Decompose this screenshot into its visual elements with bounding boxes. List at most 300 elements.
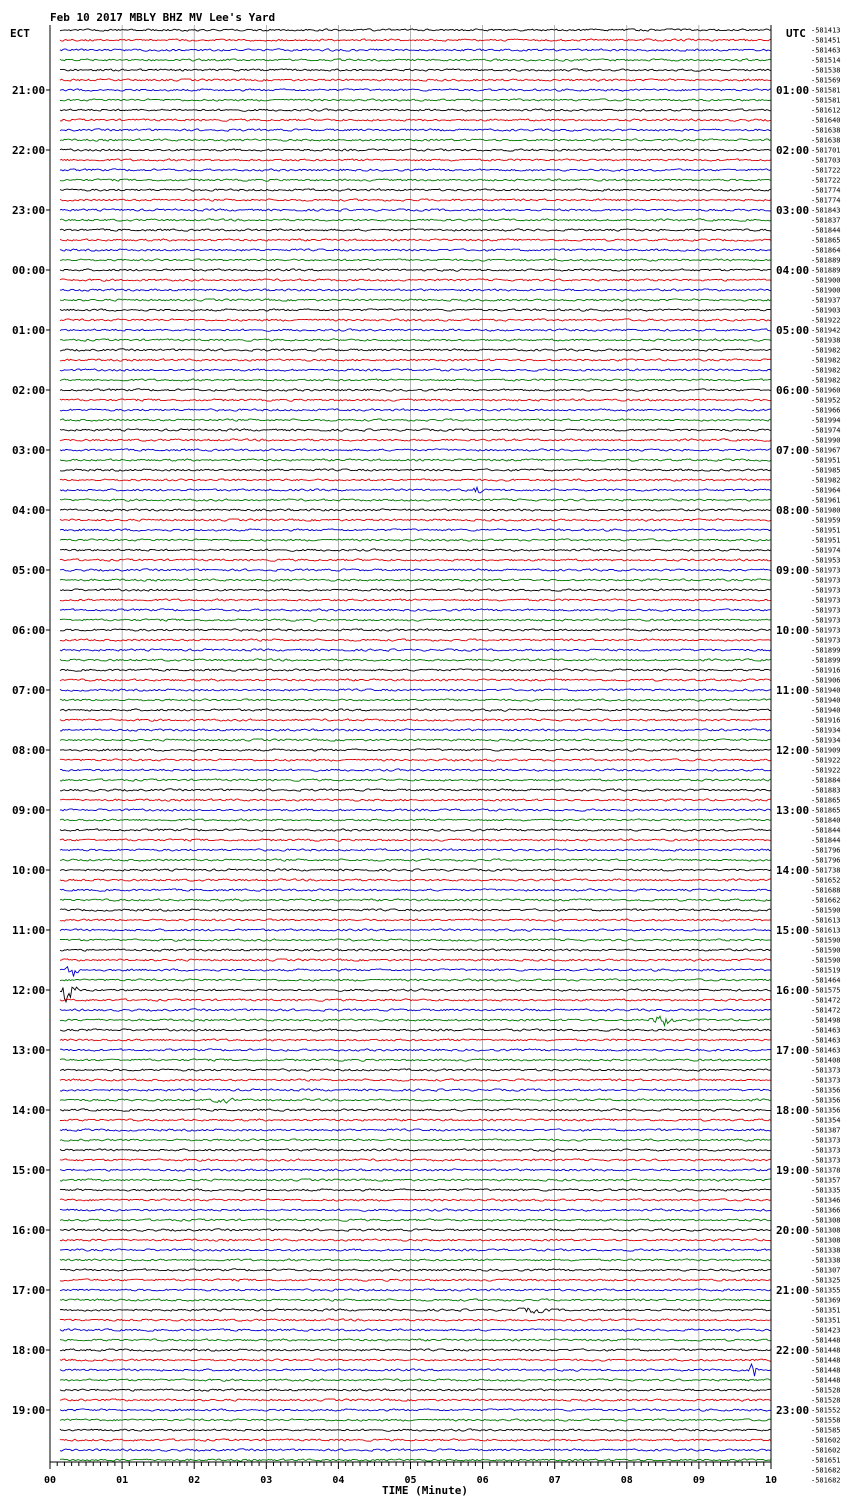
seismic-trace [60,549,771,552]
right-time-label: 20:00 [776,1224,810,1237]
trace-offset-label: -581308 [811,1226,841,1235]
seismic-trace [60,1289,771,1291]
trace-offset-label: -581325 [811,1276,841,1285]
seismic-trace [60,479,771,481]
seismic-trace [60,1089,771,1091]
trace-offset-label: -581899 [811,656,841,665]
seismic-trace [60,1359,771,1361]
seismic-trace [60,859,771,861]
trace-offset-label: -581351 [811,1306,841,1315]
seismic-trace [60,99,771,101]
trace-offset-label: -581590 [811,946,841,955]
trace-offset-label: -581959 [811,516,841,525]
seismic-trace [60,1079,771,1081]
trace-offset-label: -581602 [811,1446,841,1455]
seismic-trace [60,889,771,892]
trace-offset-label: -581960 [811,386,841,395]
trace-offset-label: -581351 [811,1316,841,1325]
trace-offset-label: -581464 [811,976,841,985]
trace-offset-label: -581796 [811,846,841,855]
seismic-trace [60,419,771,421]
trace-offset-label: -581688 [811,886,841,895]
trace-offset-label: -581774 [811,196,841,205]
seismic-traces [60,29,771,1461]
seismic-trace [60,959,771,961]
trace-offset-label: -581974 [811,426,841,435]
trace-offset-label: -581864 [811,246,841,255]
trace-offset-label: -581942 [811,326,841,335]
trace-offset-label: -581865 [811,796,841,805]
seismic-trace [60,939,771,942]
trace-offset-label: -581638 [811,136,841,145]
right-time-label: 13:00 [776,804,810,817]
trace-offset-label: -581840 [811,816,841,825]
right-time-label: 04:00 [776,264,810,277]
seismic-trace [60,949,771,951]
seismic-trace [60,729,771,731]
trace-offset-label: -581916 [811,716,841,725]
seismic-trace [60,1249,771,1251]
x-tick-label: 02 [188,1475,201,1486]
x-tick-label: 10 [764,1475,778,1486]
trace-offset-label: -581961 [811,496,841,505]
seismic-trace [60,1319,771,1321]
trace-offset-label: -581369 [811,1296,841,1305]
seismic-trace [60,869,771,871]
trace-offset-label: -581973 [811,636,841,645]
left-time-label: 07:00 [12,684,46,697]
trace-offset-label: -581638 [811,126,841,135]
trace-offset-label: -581837 [811,216,841,225]
seismic-trace [60,839,771,842]
right-time-label: 21:00 [776,1284,810,1297]
seismic-trace [60,1269,771,1271]
seismic-trace [60,149,771,151]
trace-offset-label: -581900 [811,286,841,295]
seismic-trace [60,259,771,261]
left-time-label: 00:00 [12,264,46,277]
trace-offset-label: -581581 [811,86,841,95]
trace-offset-label: -581966 [811,406,841,415]
left-time-label: 04:00 [12,504,46,517]
trace-offset-label: -581346 [811,1196,841,1205]
left-time-label: 01:00 [12,324,46,337]
trace-offset-label: -581558 [811,1416,841,1425]
seismic-trace [60,169,771,171]
seismic-trace [60,769,771,772]
seismic-trace [60,39,771,41]
trace-offset-label: -581844 [811,226,841,235]
trace-offset-label: -581338 [811,1256,841,1265]
trace-offset-label: -581448 [811,1356,841,1365]
x-tick-label: 00 [43,1475,57,1486]
seismic-trace [60,539,771,541]
trace-offset-label: -581514 [811,56,841,65]
left-time-label: 08:00 [12,744,46,757]
seismic-trace [60,739,771,741]
left-time-label: 09:00 [12,804,46,817]
seismic-trace [60,439,771,442]
seismic-trace [60,679,771,681]
seismic-trace [60,1459,771,1461]
trace-offset-label: -581774 [811,186,841,195]
trace-offset-label: -581973 [811,576,841,585]
trace-offset-label: -581602 [811,1436,841,1445]
left-time-label: 17:00 [12,1284,46,1297]
trace-offset-label: -581899 [811,646,841,655]
trace-offset-label: -581662 [811,896,841,905]
x-tick-label: 04 [332,1475,345,1486]
seismic-trace [60,967,771,977]
trace-offset-label: -581612 [811,106,841,115]
seismic-trace [60,339,771,342]
trace-offset-label: -581408 [811,1056,841,1065]
left-time-label: 12:00 [12,984,46,997]
seismic-trace [60,879,771,881]
trace-offset-label: -581973 [811,566,841,575]
trace-offset-label: -581373 [811,1146,841,1155]
trace-offset-label: -581585 [811,1426,841,1435]
right-time-label: 01:00 [776,84,810,97]
seismic-trace [60,179,771,181]
seismic-trace [60,1299,771,1301]
right-time-label: 19:00 [776,1164,810,1177]
seismic-trace [60,1239,771,1241]
seismic-trace [60,487,771,493]
trace-offset-label: -581922 [811,756,841,765]
seismic-trace [60,269,771,272]
seismic-trace [60,1129,771,1131]
seismic-trace [60,599,771,601]
seismic-trace [60,1119,771,1121]
trace-offset-label: -581538 [811,66,841,75]
trace-offset-label: -581463 [811,46,841,55]
trace-offset-label: -581652 [811,876,841,885]
trace-offset-label: -581355 [811,1286,841,1295]
x-tick-label: 06 [476,1475,489,1486]
seismic-trace [60,29,771,31]
seismic-trace [60,1199,771,1201]
trace-offset-label: -581463 [811,1046,841,1055]
trace-offset-label: -581373 [811,1076,841,1085]
trace-offset-label: -581338 [811,1246,841,1255]
trace-offset-label: -581356 [811,1096,841,1105]
left-time-label: 05:00 [12,564,46,577]
chart-title: Feb 10 2017 MBLY BHZ MV Lee's Yard [50,11,276,24]
seismic-trace [60,229,771,231]
x-tick-label: 03 [260,1475,273,1486]
right-time-label: 08:00 [776,504,810,517]
trace-offset-label: -581940 [811,696,841,705]
seismic-trace [60,349,771,352]
seismic-trace [60,469,771,471]
trace-offset-label: -581472 [811,996,841,1005]
trace-offset-label: -581682 [811,1466,841,1475]
seismic-trace [60,899,771,901]
trace-offset-label: -581951 [811,526,841,535]
right-time-label: 06:00 [776,384,810,397]
left-time-label: 21:00 [12,84,46,97]
seismic-trace [60,59,771,61]
seismic-trace [60,1389,771,1391]
seismic-trace [60,1259,771,1261]
seismic-trace [60,279,771,282]
seismic-trace [60,369,771,371]
seismic-trace [60,1439,771,1442]
trace-offset-label: -581951 [811,456,841,465]
seismic-trace [60,1349,771,1351]
trace-offset-label: -581906 [811,676,841,685]
trace-offset-label: -581498 [811,1016,841,1025]
trace-offset-label: -581994 [811,416,841,425]
seismic-trace [60,389,771,391]
trace-offset-label: -581980 [811,506,841,515]
trace-offset-label: -581640 [811,116,841,125]
trace-offset-label: -581528 [811,1396,841,1405]
seismic-trace [60,289,771,291]
seismic-trace [60,449,771,451]
seismic-trace [60,509,771,511]
seismic-trace [60,219,771,222]
trace-offset-label: -581552 [811,1406,841,1415]
seismic-trace [60,1049,771,1051]
trace-offset-label: -581569 [811,76,841,85]
seismic-trace [60,929,771,932]
trace-offset-label: -581448 [811,1346,841,1355]
seismic-trace [60,109,771,112]
trace-offset-label: -581448 [811,1366,841,1375]
seismic-trace [60,519,771,521]
x-axis [44,1462,777,1486]
trace-offset-label: -581973 [811,586,841,595]
trace-offset-label: -581356 [811,1086,841,1095]
seismic-trace [60,89,771,91]
seismic-trace [60,1109,771,1112]
right-time-label: 03:00 [776,204,810,217]
seismic-trace [60,1179,771,1181]
right-time-label: 12:00 [776,744,810,757]
trace-offset-label: -581335 [811,1186,841,1195]
seismic-trace [60,1339,771,1341]
left-time-label: 03:00 [12,444,46,457]
seismic-trace [60,1229,771,1232]
trace-offset-label: -581796 [811,856,841,865]
seismic-trace [60,609,771,611]
seismic-trace [60,529,771,531]
right-time-label: 23:00 [776,1404,810,1417]
left-time-label: 23:00 [12,204,46,217]
seismic-trace [60,249,771,251]
right-time-label: 07:00 [776,444,810,457]
x-tick-label: 01 [116,1475,129,1486]
trace-offset-label: -581974 [811,546,841,555]
seismic-trace [60,799,771,801]
trace-offset-label: -581413 [811,26,841,35]
trace-offset-label: -581463 [811,1036,841,1045]
seismic-trace [60,849,771,851]
trace-offset-label: -581952 [811,396,841,405]
trace-offset-label: -581590 [811,956,841,965]
seismic-trace [60,619,771,622]
right-time-label: 11:00 [776,684,810,697]
seismic-trace [60,1159,771,1162]
left-timezone-label: ECT [10,27,30,40]
trace-offset-label: -581865 [811,236,841,245]
trace-offset-label: -581973 [811,596,841,605]
seismic-trace [60,49,771,52]
seismic-trace [60,919,771,921]
trace-offset-label: -581373 [811,1066,841,1075]
seismic-trace [60,189,771,191]
trace-offset-label: -581883 [811,786,841,795]
trace-offset-label: -581463 [811,1026,841,1035]
trace-offset-label: -581703 [811,156,841,165]
trace-offset-label: -581308 [811,1236,841,1245]
seismic-trace [60,429,771,431]
right-time-label: 16:00 [776,984,810,997]
seismic-trace [60,199,771,201]
trace-offset-label: -581973 [811,626,841,635]
seismic-trace [60,399,771,402]
trace-offset-label: -581982 [811,356,841,365]
trace-offset-label: -581575 [811,986,841,995]
trace-offset-label: -581472 [811,1006,841,1015]
trace-offset-label: -581953 [811,556,841,565]
right-time-label: 02:00 [776,144,810,157]
seismic-trace [60,1139,771,1141]
trace-offset-label: -581934 [811,726,841,735]
trace-offset-label: -581934 [811,736,841,745]
trace-offset-label: -581448 [811,1336,841,1345]
right-time-labels [776,84,809,1417]
seismic-trace [60,319,771,321]
seismic-trace [60,699,771,701]
trace-offset-label: -581937 [811,296,841,305]
seismic-trace [60,329,771,332]
trace-offset-label: -581844 [811,836,841,845]
trace-offset-label: -581940 [811,706,841,715]
left-time-label: 19:00 [12,1404,46,1417]
right-timezone-label: UTC [786,27,806,40]
x-axis-label: TIME (Minute) [381,1484,469,1497]
seismic-trace [60,659,771,661]
seismic-trace [60,459,771,461]
trace-offset-label: -581590 [811,906,841,915]
seismic-trace [60,819,771,821]
trace-offset-label: -581985 [811,466,841,475]
trace-offset-label: -581581 [811,96,841,105]
trace-offset-label: -581613 [811,926,841,935]
trace-offset-label: -581964 [811,486,841,495]
seismic-trace [60,779,771,782]
trace-offset-label: -581982 [811,346,841,355]
seismic-trace [60,999,771,1002]
right-time-label: 10:00 [776,624,810,637]
seismic-trace [60,1039,771,1041]
trace-offset-label: -581990 [811,436,841,445]
seismic-trace [60,1308,771,1313]
trace-offset-label: -581722 [811,176,841,185]
trace-offset-label: -581967 [811,446,841,455]
trace-offset-label: -581940 [811,686,841,695]
seismic-trace [60,1016,771,1025]
seismic-trace [60,1364,771,1376]
trace-offset-label: -581357 [811,1176,841,1185]
seismic-trace [60,649,771,651]
right-time-label: 14:00 [776,864,810,877]
seismic-trace [60,1029,771,1031]
seismic-trace [60,629,771,631]
seismic-trace [60,639,771,641]
left-time-label: 10:00 [12,864,46,877]
seismic-trace [60,129,771,132]
seismic-trace [60,1219,771,1222]
trace-offset-label: -581423 [811,1326,841,1335]
seismic-trace [60,1429,771,1432]
trace-offset-label: -581354 [811,1116,841,1125]
seismic-trace [60,749,771,751]
trace-offset-label: -581843 [811,206,841,215]
trace-offset-label: -581922 [811,316,841,325]
seismic-trace [60,79,771,81]
right-time-label: 15:00 [776,924,810,937]
seismic-trace [60,209,771,211]
left-time-label: 13:00 [12,1044,46,1057]
left-time-label: 14:00 [12,1104,46,1117]
trace-offset-label: -581973 [811,606,841,615]
seismic-trace [60,1169,771,1171]
x-tick-label: 08 [620,1475,633,1486]
left-time-label: 15:00 [12,1164,46,1177]
seismic-trace [60,689,771,691]
seismic-trace [60,719,771,722]
left-time-label: 22:00 [12,144,46,157]
seismic-trace [60,809,771,811]
seismic-trace [60,589,771,591]
seismic-trace [60,159,771,161]
seismic-trace [60,979,771,981]
trace-offset-label: -581308 [811,1216,841,1225]
seismic-trace [60,1189,771,1191]
seismic-trace [60,909,771,911]
seismic-trace [60,139,771,141]
trace-offset-label: -581889 [811,266,841,275]
seismic-trace [60,309,771,311]
right-time-label: 22:00 [776,1344,810,1357]
seismic-trace [60,1279,771,1282]
trace-offset-label: -581903 [811,306,841,315]
x-tick-label: 09 [692,1475,705,1486]
trace-offset-label: -581738 [811,866,841,875]
trace-offset-label: -581307 [811,1266,841,1275]
trace-offset-label: -581373 [811,1136,841,1145]
seismic-trace [60,1379,771,1382]
left-time-label: 16:00 [12,1224,46,1237]
trace-offset-label: -581373 [811,1156,841,1165]
seismic-trace [60,119,771,122]
trace-offset-label: -581528 [811,1386,841,1395]
seismic-trace [60,359,771,361]
trace-offset-label: -581451 [811,36,841,45]
trace-offset-label: -581865 [811,806,841,815]
seismic-trace [60,69,771,71]
seismic-trace [60,579,771,581]
trace-offset-label: -581951 [811,536,841,545]
trace-offset-label: -581938 [811,336,841,345]
trace-offset-label: -581973 [811,616,841,625]
trace-offset-label: -581900 [811,276,841,285]
left-time-label: 02:00 [12,384,46,397]
